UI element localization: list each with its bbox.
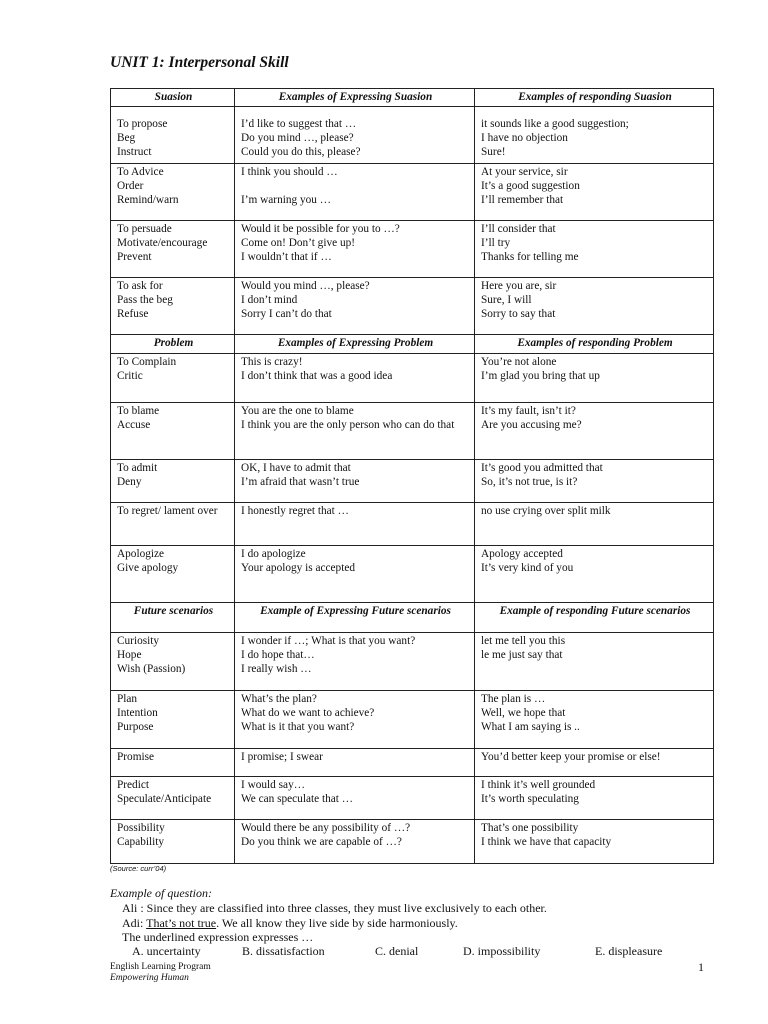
function-cell — [111, 460, 235, 503]
cell-line: I have no objection — [481, 132, 568, 145]
section-header-row — [111, 335, 714, 354]
cell-line: What do we want to achieve? — [241, 707, 375, 720]
cell-line: To admit — [117, 462, 158, 474]
cell-line: So, it’s not true, is it? — [481, 476, 578, 489]
cell-line: Order — [117, 180, 144, 193]
example-line-adi — [122, 916, 458, 931]
table-row — [111, 546, 714, 603]
cell-line: Pass the beg — [117, 294, 173, 307]
column-header: Example of Expressing Future scenarios — [235, 603, 475, 633]
column-header: Suasion — [111, 89, 235, 107]
cell-line: Apologize — [117, 548, 165, 560]
cell-line: Come on! Don’t give up! — [241, 237, 356, 250]
cell-line: Hope — [117, 649, 142, 662]
cell-line: Remind/warn — [117, 194, 179, 207]
section-header-row — [111, 603, 714, 633]
responding-cell — [475, 546, 714, 603]
cell-line: Are you accusing me? — [481, 419, 582, 432]
answer-options — [132, 944, 692, 960]
cell-line: You are the one to blame — [241, 405, 354, 417]
cell-line: To Advice — [117, 166, 164, 178]
function-cell — [111, 164, 235, 221]
function-cell — [111, 503, 235, 546]
cell-line: Purpose — [117, 721, 154, 734]
cell-line: I promise; I swear — [241, 751, 323, 763]
cell-line: To persuade — [117, 223, 172, 235]
cell-line: Sorry to say that — [481, 308, 556, 321]
option-c: C. denial — [375, 944, 419, 958]
cell-line: Refuse — [117, 308, 149, 321]
cell-line: Critic — [117, 370, 143, 383]
responding-cell — [475, 221, 714, 278]
example-question-stem: The underlined expression expresses … — [122, 930, 314, 944]
column-header: Examples of Expressing Problem — [235, 335, 475, 354]
column-header: Examples of responding Suasion — [475, 89, 714, 107]
expressing-cell — [235, 107, 475, 164]
option-a: A. uncertainty — [132, 944, 201, 958]
cell-line: Motivate/encourage — [117, 237, 208, 250]
table-row — [111, 633, 714, 691]
cell-line: Could you do this, please? — [241, 146, 361, 159]
table-row — [111, 503, 714, 546]
column-header: Problem — [111, 335, 235, 354]
table-row — [111, 749, 714, 777]
cell-line: I’ll try — [481, 237, 511, 250]
expressing-cell — [235, 221, 475, 278]
expressing-cell — [235, 354, 475, 403]
cell-line: I’m afraid that wasn’t true — [241, 476, 360, 489]
responding-cell — [475, 164, 714, 221]
cell-line: I’m warning you … — [241, 194, 332, 207]
cell-line: I don’t mind — [241, 294, 298, 307]
footer-tagline: Empowering Human — [110, 973, 189, 983]
page-number: 1 — [698, 960, 704, 974]
column-header: Examples of responding Problem — [475, 335, 714, 354]
function-cell — [111, 107, 235, 164]
underlined-expression: That’s not true — [146, 916, 217, 930]
cell-line: Accuse — [117, 419, 151, 432]
table-row — [111, 460, 714, 503]
expressing-cell — [235, 749, 475, 777]
cell-line: let me tell you this — [481, 635, 566, 647]
function-cell — [111, 691, 235, 749]
cell-line: Plan — [117, 693, 138, 705]
function-cell — [111, 221, 235, 278]
function-cell — [111, 278, 235, 335]
cell-line: Deny — [117, 476, 142, 489]
cell-line: I think we have that capacity — [481, 836, 612, 849]
cell-line: I think you should … — [241, 166, 338, 178]
example-adi-rest: . We all know they live side by side harmoniously. — [216, 916, 458, 930]
cell-line: To blame — [117, 405, 160, 417]
responding-cell — [475, 278, 714, 335]
cell-line: You’re not alone — [481, 356, 557, 368]
cell-line: Do you mind …, please? — [241, 132, 354, 145]
cell-line: What I am saying is .. — [481, 721, 580, 734]
expressing-cell — [235, 633, 475, 691]
responding-cell — [475, 460, 714, 503]
expressing-cell — [235, 460, 475, 503]
table-row — [111, 164, 714, 221]
cell-line: Possibility — [117, 822, 165, 834]
cell-line: Speculate/Anticipate — [117, 793, 212, 806]
cell-line: Would it be possible for you to …? — [241, 223, 400, 235]
cell-line: Well, we hope that — [481, 707, 566, 720]
table-row — [111, 354, 714, 403]
source-note: (Source: curr’04) — [110, 864, 167, 873]
cell-line: We can speculate that … — [241, 793, 354, 806]
responding-cell — [475, 749, 714, 777]
cell-line: Beg — [117, 132, 136, 145]
cell-line: Capability — [117, 836, 165, 849]
expressing-cell — [235, 546, 475, 603]
cell-line: I’d like to suggest that … — [241, 118, 357, 130]
function-cell — [111, 403, 235, 460]
option-d: D. impossibility — [463, 944, 541, 958]
expressing-cell — [235, 278, 475, 335]
cell-line: You’d better keep your promise or else! — [481, 751, 661, 763]
cell-line: I wonder if …; What is that you want? — [241, 635, 416, 647]
cell-line: Apology accepted — [481, 548, 563, 560]
cell-line: I do hope that… — [241, 649, 315, 662]
column-header: Example of responding Future scenarios — [475, 603, 714, 633]
example-title: Example of question: — [110, 886, 212, 900]
cell-line: It’s worth speculating — [481, 793, 579, 806]
cell-line: I’m glad you bring that up — [481, 370, 600, 383]
cell-line: Wish (Passion) — [117, 663, 186, 676]
table-row — [111, 221, 714, 278]
cell-line: I’ll remember that — [481, 194, 564, 207]
responding-cell — [475, 691, 714, 749]
cell-line: Promise — [117, 751, 155, 763]
cell-line: It’s my fault, isn’t it? — [481, 405, 576, 417]
cell-line: Thanks for telling me — [481, 251, 579, 264]
cell-line: What’s the plan? — [241, 693, 317, 705]
example-line-ali: Ali : Since they are classified into three classes, they must live exclusively to each other. — [122, 901, 547, 915]
responding-cell — [475, 403, 714, 460]
cell-line: le me just say that — [481, 649, 563, 662]
cell-line: Would there be any possibility of …? — [241, 822, 411, 834]
function-cell — [111, 777, 235, 820]
cell-line: To Complain — [117, 356, 177, 368]
cell-line: I’ll consider that — [481, 223, 556, 235]
section-header-row — [111, 89, 714, 107]
cell-line: To ask for — [117, 280, 163, 292]
cell-line: Sure! — [481, 146, 506, 159]
expressing-cell — [235, 503, 475, 546]
cell-line: I wouldn’t that if … — [241, 251, 332, 264]
cell-line: It’s very kind of you — [481, 562, 574, 575]
cell-line: OK, I have to admit that — [241, 462, 351, 474]
cell-line: Prevent — [117, 251, 152, 264]
cell-line — [241, 179, 470, 193]
cell-line: Instruct — [117, 146, 152, 159]
cell-line: Curiosity — [117, 635, 160, 647]
cell-line: Sure, I will — [481, 294, 532, 307]
responding-cell — [475, 107, 714, 164]
option-b: B. dissatisfaction — [242, 944, 325, 958]
responding-cell — [475, 777, 714, 820]
column-header: Future scenarios — [111, 603, 235, 633]
cell-line: Your apology is accepted — [241, 562, 355, 575]
cell-line: I would say… — [241, 779, 306, 791]
responding-cell — [475, 633, 714, 691]
expressing-cell — [235, 777, 475, 820]
cell-line: To regret/ lament over — [117, 505, 218, 517]
cell-line: The plan is … — [481, 693, 546, 705]
example-adi-speaker: Adi: — [122, 916, 147, 930]
page-title: UNIT 1: Interpersonal Skill — [110, 54, 289, 71]
cell-line: This is crazy! — [241, 356, 303, 368]
cell-line: it sounds like a good suggestion; — [481, 118, 629, 130]
column-header: Examples of Expressing Suasion — [235, 89, 475, 107]
table-row — [111, 777, 714, 820]
interpersonal-skill-table — [110, 88, 714, 864]
cell-line: Here you are, sir — [481, 280, 557, 292]
cell-line: I don’t think that was a good idea — [241, 370, 393, 383]
table-row — [111, 820, 714, 864]
cell-line: What is it that you want? — [241, 721, 355, 734]
cell-line: Would you mind …, please? — [241, 280, 370, 292]
cell-line: That’s one possibility — [481, 822, 579, 834]
function-cell — [111, 820, 235, 864]
expressing-cell — [235, 164, 475, 221]
cell-line: To propose — [117, 118, 168, 130]
cell-line: I think you are the only person who can do that — [241, 419, 455, 432]
cell-line: Do you think we are capable of …? — [241, 836, 402, 849]
cell-line: It’s a good suggestion — [481, 180, 580, 193]
cell-line: At your service, sir — [481, 166, 568, 178]
cell-line: I honestly regret that … — [241, 505, 349, 517]
table-row — [111, 278, 714, 335]
responding-cell — [475, 820, 714, 864]
table-row — [111, 107, 714, 164]
cell-line: I think it’s well grounded — [481, 779, 596, 791]
function-cell — [111, 749, 235, 777]
expressing-cell — [235, 820, 475, 864]
expressing-cell — [235, 691, 475, 749]
function-cell — [111, 354, 235, 403]
responding-cell — [475, 503, 714, 546]
function-cell — [111, 546, 235, 603]
cell-line: It’s good you admitted that — [481, 462, 603, 474]
cell-line: Intention — [117, 707, 158, 720]
table-row — [111, 403, 714, 460]
expressing-cell — [235, 403, 475, 460]
function-cell — [111, 633, 235, 691]
cell-line: no use crying over split milk — [481, 505, 611, 517]
option-e: E. displeasure — [595, 944, 663, 958]
cell-line: Predict — [117, 779, 149, 791]
table-row — [111, 691, 714, 749]
footer-program: English Learning Program — [110, 962, 211, 972]
cell-line: Give apology — [117, 562, 179, 575]
cell-line: Sorry I can’t do that — [241, 308, 332, 321]
cell-line: I really wish … — [241, 663, 312, 676]
responding-cell — [475, 354, 714, 403]
cell-line: I do apologize — [241, 548, 306, 560]
